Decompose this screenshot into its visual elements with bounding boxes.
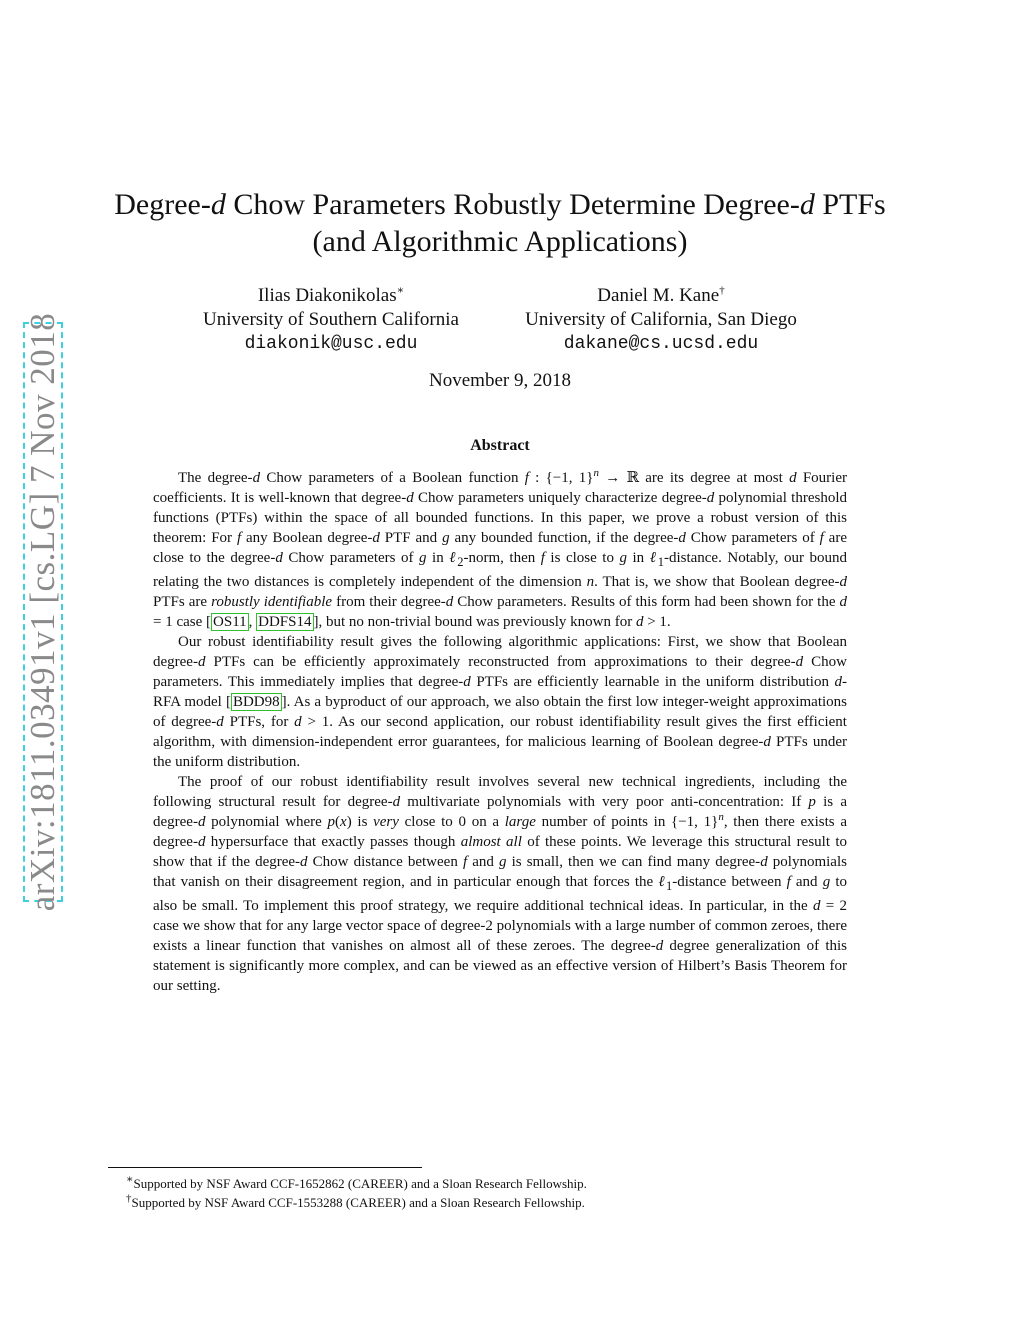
citation-link[interactable]: DDFS14 (258, 614, 312, 630)
title-math: d (799, 188, 815, 221)
author-affiliation: University of California, San Diego (525, 309, 797, 330)
author-name: Daniel M. Kane (597, 285, 720, 306)
author-affiliation: University of Southern California (203, 309, 459, 330)
title-text: Degree- (114, 188, 211, 221)
footnote-mark: ∗ (396, 284, 405, 297)
title-line-2: (and Algorithmic Applications) (312, 225, 688, 258)
abstract-paragraph-2: Our robust identifiability result gives the following algorithmic applications: First, we show that Boolean degree-d PTFs can be efficiently approximately reconstructed from approximations to their degree-d Chow parameters. This immediately implies that degree-d PTFs are efficiently learnable in the uniform distribution d-RFA model [ BDD98 ]. As a byproduct of our approach, we also obtain the first low integer-weight approximations of degree-d PTFs, for d > 1. As our second application, our robust identifiability result gives the first efficient algorithm, with dimension-independent error guarantees, for malicious learning of Boolean degree-d PTFs under the uniform distribution. (153, 634, 848, 770)
abstract-paragraph-3: The proof of our robust identifiability result involves several new technical ingredients, including the following structural result for degree-d multivariate polynomials with very poor anti-concentration: If p is a degree-d polynomial where p(x) is very close to 0 on a large number of points in {−1, 1}$^n$, then there exists a degree-d hypersurface that exactly passes though almost all of these points. We leverage this structural result to show that if the degree-d Chow distance between f and g is small, then we can find many degree-d polynomials that vanish on their disagreement region, and in particular enough that forces the ℓ$_1$-distance between f and g to also be small. To implement this proof strategy, we require additional technical ideas. In particular, in the d = 2 case we show that for any large vector space of degree-2 polynomials with a large number of common zeroes, there exists a linear function that vanishes on almost all of these zeroes. The degree-d degree generalization of this statement is significantly more complex, and can be viewed as an effective version of Hilbert’s Basis Theorem for our setting. (153, 774, 848, 994)
footnote-text: Supported by NSF Award CCF-1553288 (CAREER) and a Sloan Research Fellowship. (131, 1195, 585, 1210)
footnote-mark: † (719, 284, 725, 297)
citation-link[interactable]: BDD98 (232, 694, 280, 710)
author-block-2 (506, 284, 816, 356)
title-text: Chow Parameters Robustly Determine Degree- (225, 188, 800, 221)
footnotes (126, 1174, 826, 1212)
author-email[interactable]: dakane@cs.ucsd.edu (563, 334, 759, 354)
title-text: PTFs (814, 188, 886, 221)
footnote-1 (126, 1174, 826, 1193)
paper-date: November 9, 2018 (429, 370, 571, 391)
abstract-body (153, 468, 847, 996)
citation-link[interactable]: OS11 (213, 614, 247, 630)
footnote-mark: ∗ (126, 1173, 134, 1186)
author-email[interactable]: diakonik@usc.edu (244, 334, 418, 354)
abstract-heading: Abstract (470, 437, 530, 454)
footnote-text: Supported by NSF Award CCF-1652862 (CAREER) and a Sloan Research Fellowship. (133, 1176, 587, 1191)
arxiv-stamp: arXiv:1811.03491v1 [cs.LG] 7 Nov 2018 (23, 312, 62, 912)
abstract-paragraph-1: The degree-d Chow parameters of a Boolean function f : {−1, 1}$^n$ → ℝ are its degree at most d Fourier coefficients. It is well-known that degree-d Chow parameters uniquely characterize degree-d polynomial threshold functions (PTFs) within the space of all bounded functions. In this paper, we prove a robust version of this theorem: For f any Boolean degree-d PTF and g any bounded function, if the degree-d Chow parameters of f are close to the degree-d Chow parameters of g in ℓ$_2$-norm, then f is close to g in ℓ$_1$-distance. Notably, our bound relating the two distances is completely independent of the dimension n. That is, we show that Boolean degree-d PTFs are robustly identifiable from their degree-d Chow parameters. Results of this form had been shown for the d = 1 case [ OS11 , DDFS14 ], but no non-trivial bound was previously known for d > 1. (153, 467, 848, 630)
footnote-mark: † (126, 1192, 132, 1205)
author-block-1 (186, 284, 476, 356)
title-line-1 (100, 186, 900, 223)
author-name: Ilias Diakonikolas (257, 285, 397, 306)
footnote-rule (108, 1167, 422, 1168)
footnote-2 (126, 1193, 826, 1212)
paper-title (100, 186, 900, 260)
title-math: d (210, 188, 226, 221)
